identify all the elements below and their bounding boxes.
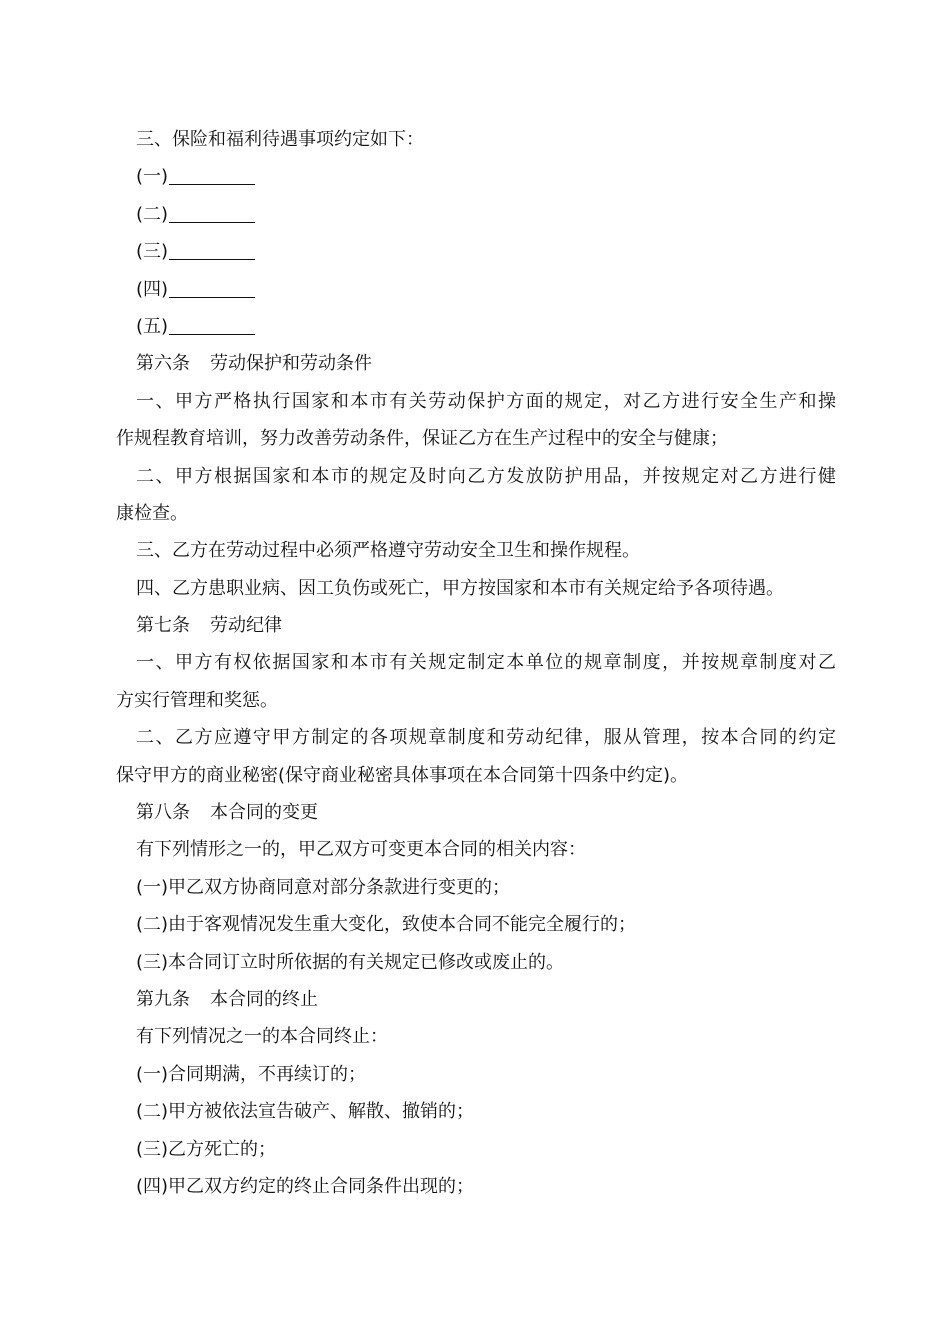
- blank-item: [116, 308, 836, 345]
- blank-item: [116, 271, 836, 308]
- article-title: 本合同的终止: [210, 988, 318, 1010]
- article-heading: [116, 607, 836, 644]
- paragraph: 三、保险和福利待遇事项约定如下：: [136, 129, 424, 150]
- paragraph-continuation: 保守甲方的商业秘密(保守商业秘密具体事项在本合同第十四条中约定)。: [116, 764, 689, 786]
- paragraph-continuation: 方实行管理和奖惩。: [116, 689, 278, 711]
- blank-line[interactable]: [169, 279, 255, 298]
- item-marker: (一): [136, 166, 169, 188]
- paragraph: 有下列情形之一的，甲乙双方可变更本合同的相关内容：: [136, 839, 586, 861]
- document-body: [116, 121, 836, 1205]
- article-title: 劳动保护和劳动条件: [210, 353, 372, 375]
- article-title: 本合同的变更: [210, 802, 318, 824]
- paragraph: 一、甲方有权依据国家和本市有关规定制定本单位的规章制度，并按规章制度对乙: [136, 652, 836, 674]
- item-marker: (三): [136, 241, 169, 263]
- article-heading: [116, 345, 836, 382]
- article-number: 第六条: [136, 353, 190, 375]
- article-heading: [116, 981, 836, 1018]
- blank-line[interactable]: [169, 204, 255, 223]
- item-marker: (二): [136, 203, 169, 225]
- article-heading: [116, 794, 836, 831]
- paragraph: 四、乙方患职业病、因工负伤或死亡，甲方按国家和本市有关规定给予各项待遇。: [136, 577, 784, 599]
- paragraph: 二、甲方根据国家和本市的规定及时向乙方发放防护用品，并按规定对乙方进行健: [136, 465, 836, 487]
- item-marker: (四): [136, 278, 169, 300]
- list-item: (三)乙方死亡的；: [136, 1138, 277, 1160]
- blank-item: [116, 196, 836, 233]
- article-number: 第七条: [136, 615, 190, 637]
- paragraph: 一、甲方严格执行国家和本市有关劳动保护方面的规定，对乙方进行安全生产和操: [136, 390, 836, 412]
- blank-item: [116, 233, 836, 270]
- blank-line[interactable]: [169, 316, 255, 335]
- paragraph: 有下列情况之一的本合同终止：: [136, 1026, 388, 1048]
- paragraph-continuation: 作规程教育培训，努力改善劳动条件，保证乙方在生产过程中的安全与健康；: [116, 428, 728, 450]
- article-title: 劳动纪律: [210, 615, 282, 637]
- article-number: 第九条: [136, 988, 190, 1010]
- article-number: 第八条: [136, 802, 190, 824]
- list-item: (二)由于客观情况发生重大变化，致使本合同不能完全履行的；: [136, 914, 637, 936]
- list-item: (二)甲方被依法宣告破产、解散、撤销的；: [136, 1101, 475, 1123]
- list-item: (三)本合同订立时所依据的有关规定已修改或废止的。: [136, 951, 565, 973]
- list-item: (一)甲乙双方协商同意对部分条款进行变更的；: [136, 876, 511, 898]
- item-marker: (五): [136, 315, 169, 337]
- list-item: (一)合同期满，不再续订的；: [136, 1063, 367, 1085]
- blank-line[interactable]: [169, 166, 255, 185]
- list-item: (四)甲乙双方约定的终止合同条件出现的；: [136, 1175, 475, 1197]
- paragraph: 三、乙方在劳动过程中必须严格遵守劳动安全卫生和操作规程。: [136, 540, 640, 562]
- blank-item: [116, 158, 836, 195]
- paragraph-continuation: 康检查。: [116, 502, 188, 524]
- blank-line[interactable]: [169, 241, 255, 260]
- paragraph: 二、乙方应遵守甲方制定的各项规章制度和劳动纪律，服从管理，按本合同的约定: [136, 727, 836, 749]
